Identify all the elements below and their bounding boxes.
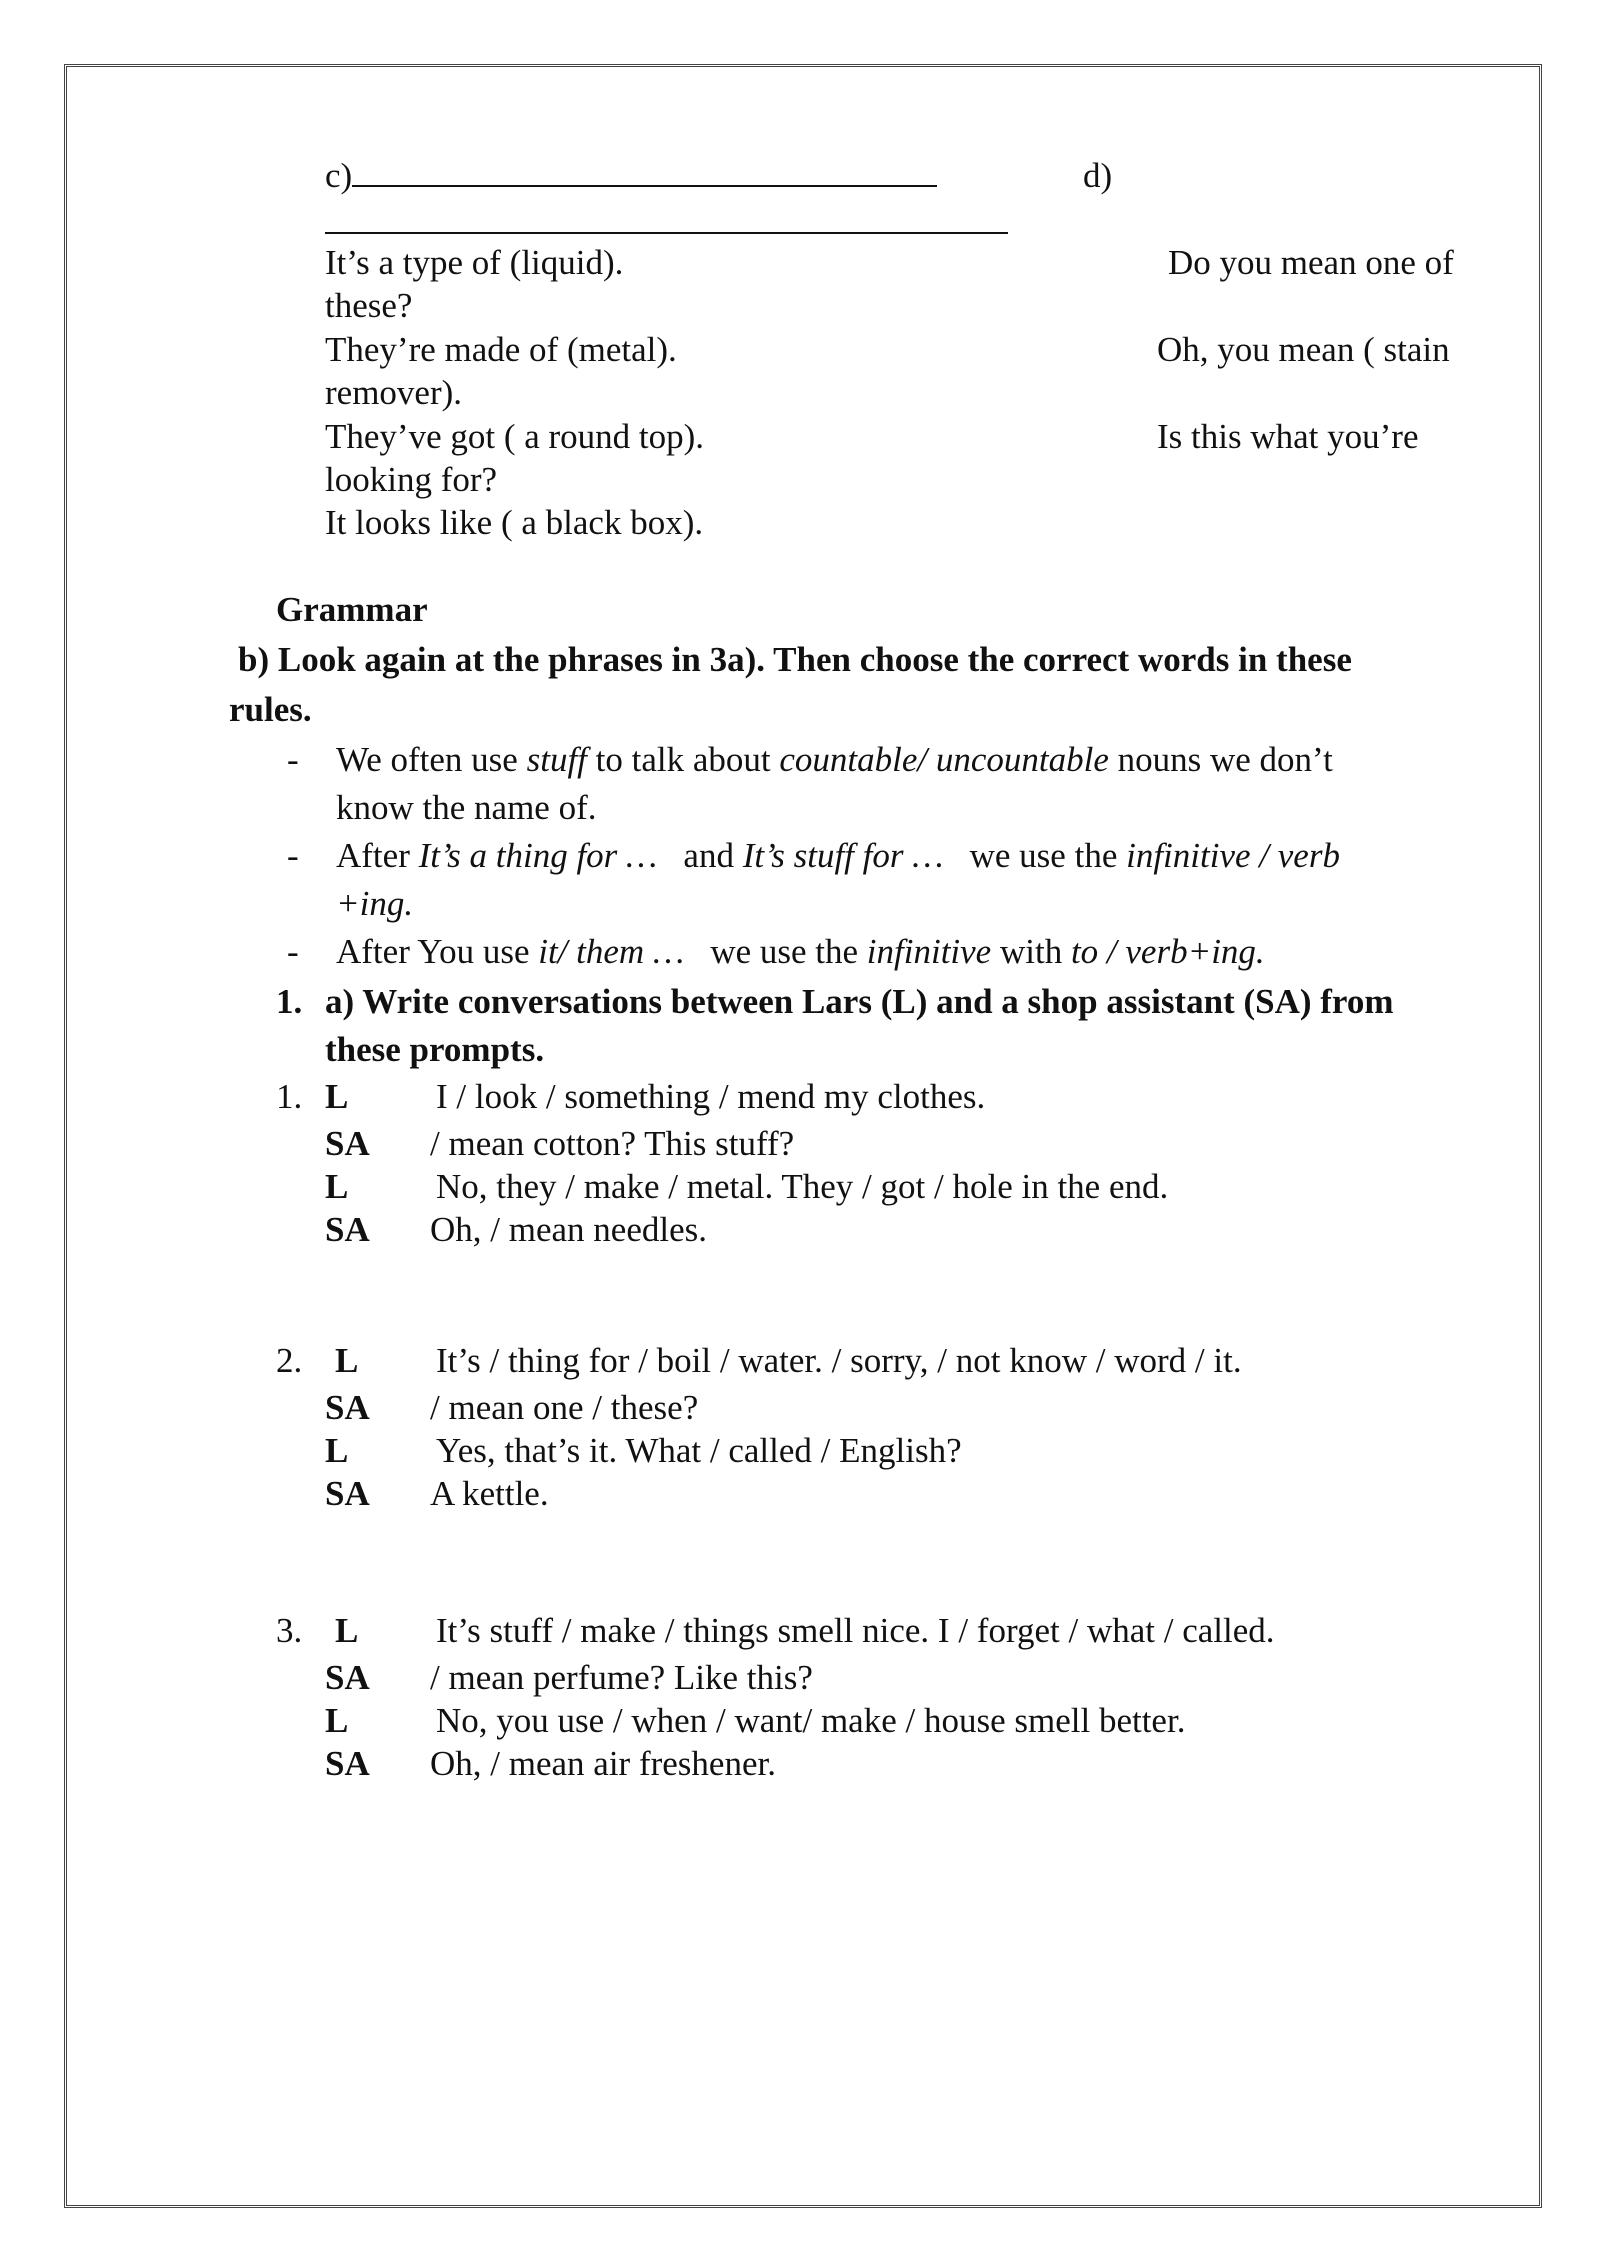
- speaker-label: SA: [325, 1388, 370, 1427]
- phrase-round-top: They’ve got ( a round top).: [325, 417, 705, 456]
- speaker-label: SA: [325, 1474, 370, 1513]
- rule-3: [336, 930, 1265, 973]
- rule-2-phrase: It’s stuff for …: [742, 836, 944, 875]
- rule-3-part: After You use: [336, 932, 539, 971]
- answer-d-blank[interactable]: [325, 232, 1008, 234]
- conversation-number: 1.: [276, 1077, 303, 1116]
- phrase-is-this: Is this what you’re: [1157, 417, 1419, 456]
- answer-c-label: c): [325, 156, 353, 195]
- rule-1-option[interactable]: stuff: [526, 740, 587, 779]
- prompt-line: / mean perfume? Like this?: [430, 1658, 813, 1697]
- phrase-these: these?: [325, 286, 413, 325]
- phrase-one-of: Do you mean one of: [1168, 243, 1454, 282]
- grammar-heading: Grammar: [276, 590, 428, 629]
- rule-2-part: we use the: [943, 836, 1127, 875]
- prompt-line: Oh, / mean needles.: [430, 1210, 707, 1249]
- bullet-dash: -: [287, 836, 299, 875]
- rule-2-part: After: [336, 836, 419, 875]
- rule-2-part: and: [657, 836, 743, 875]
- prompt-line: / mean cotton? This stuff?: [430, 1124, 795, 1163]
- rule-2: [336, 834, 1340, 877]
- speaker-label: SA: [325, 1658, 370, 1697]
- answer-c-blank[interactable]: [352, 155, 937, 187]
- prompt-line: Yes, that’s it. What / called / English?: [436, 1431, 962, 1470]
- speaker-label: L: [335, 1341, 359, 1380]
- speaker-label: L: [325, 1701, 349, 1740]
- rule-2-line2[interactable]: +ing.: [336, 884, 414, 923]
- rule-3-option[interactable]: to / verb+ing.: [1070, 932, 1265, 971]
- phrase-black-box: It looks like ( a black box).: [325, 503, 704, 542]
- prompt-line: It’s / thing for / boil / water. / sorry, / not know / word / it.: [436, 1341, 1242, 1380]
- phrase-looking-for: looking for?: [325, 460, 498, 499]
- rule-1: [336, 738, 1333, 781]
- exercise-instruction-line1: a) Write conversations between Lars (L) and a shop assistant (SA) from: [325, 982, 1394, 1021]
- prompt-line: No, they / make / metal. They / got / hole in the end.: [436, 1167, 1169, 1206]
- speaker-label: L: [335, 1611, 359, 1650]
- rule-2-phrase: It’s a thing for …: [418, 836, 658, 875]
- grammar-instruction-line1: b) Look again at the phrases in 3a). Then choose the correct words in these: [238, 640, 1352, 679]
- rule-2-option[interactable]: infinitive / verb: [1126, 836, 1340, 875]
- speaker-label: SA: [325, 1744, 370, 1783]
- rule-1-part: nouns we don’t: [1108, 740, 1333, 779]
- answer-c: [325, 154, 937, 197]
- conversation-number: 3.: [276, 1611, 303, 1650]
- bullet-dash: -: [287, 932, 299, 971]
- prompt-line: Oh, / mean air freshener.: [430, 1744, 776, 1783]
- speaker-label: SA: [325, 1210, 370, 1249]
- exercise-number: 1.: [276, 982, 303, 1021]
- conversation-number: 2.: [276, 1341, 303, 1380]
- rule-3-phrase: it/ them …: [538, 932, 685, 971]
- phrase-stain: Oh, you mean ( stain: [1157, 330, 1450, 369]
- prompt-line: A kettle.: [430, 1474, 549, 1513]
- phrase-remover: remover).: [325, 373, 463, 412]
- prompt-line: I / look / something / mend my clothes.: [436, 1077, 986, 1116]
- rule-1-part: to talk about: [586, 740, 780, 779]
- answer-d-label: d): [1083, 156, 1113, 195]
- prompt-line: / mean one / these?: [430, 1388, 699, 1427]
- rule-1-part: We often use: [336, 740, 527, 779]
- rule-3-part: with: [991, 932, 1071, 971]
- speaker-label: L: [325, 1167, 349, 1206]
- bullet-dash: -: [287, 740, 299, 779]
- rule-3-part: we use the: [684, 932, 867, 971]
- grammar-instruction-line2: rules.: [229, 690, 312, 729]
- prompt-line: It’s stuff / make / things smell nice. I / forget / what / called.: [436, 1611, 1275, 1650]
- phrase-metal: They’re made of (metal).: [325, 330, 677, 369]
- speaker-label: L: [325, 1077, 349, 1116]
- rule-1-option[interactable]: countable/ uncountable: [779, 740, 1109, 779]
- rule-3-option[interactable]: infinitive: [866, 932, 992, 971]
- prompt-line: No, you use / when / want/ make / house smell better.: [436, 1701, 1186, 1740]
- phrase-liquid: It’s a type of (liquid).: [325, 243, 624, 282]
- speaker-label: SA: [325, 1124, 370, 1163]
- rule-1-line2: know the name of.: [336, 788, 597, 827]
- exercise-instruction-line2: these prompts.: [325, 1030, 545, 1069]
- speaker-label: L: [325, 1431, 349, 1470]
- page-border: [64, 64, 1542, 2208]
